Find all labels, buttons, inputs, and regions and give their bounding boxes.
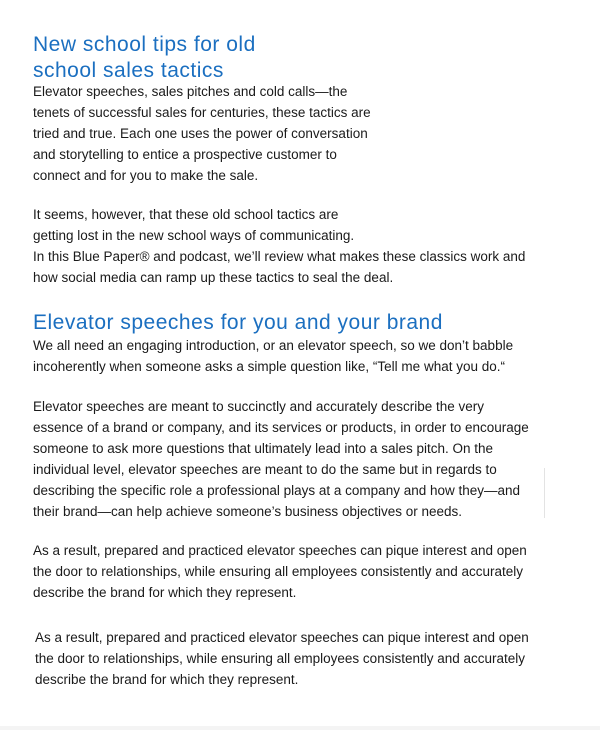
- paragraph-line: how social media can ramp up these tactics to seal the deal.: [33, 270, 394, 285]
- section-title-sales-tactics: [33, 32, 256, 84]
- paragraph-line: Elevator speeches, sales pitches and cold calls—the: [33, 84, 348, 99]
- paragraph-line: tried and true. Each one uses the power of conversation: [33, 126, 368, 141]
- paragraph-line: In this Blue Paper® and podcast, we’ll review what makes these classics work and: [33, 249, 526, 264]
- section-title-elevator-speeches: Elevator speeches for you and your brand: [33, 311, 443, 334]
- paragraph-line: essence of a brand or company, and its services or products, in order to encourage: [33, 420, 529, 435]
- paragraph-line: and storytelling to entice a prospective customer to: [33, 147, 337, 162]
- paragraph-line: Elevator speeches are meant to succinctly and accurately describe the very: [33, 399, 484, 414]
- paragraph-line: getting lost in the new school ways of communicating.: [33, 228, 355, 243]
- title-line-2: school sales tactics: [33, 59, 224, 82]
- page-bottom-edge: [0, 726, 600, 730]
- paragraph-line: connect and for you to make the sale.: [33, 168, 259, 183]
- paragraph-line: tenets of successful sales for centuries, these tactics are: [33, 105, 371, 120]
- paragraph-line: individual level, elevator speeches are meant to do the same but in regards to: [33, 462, 497, 477]
- paragraph-line: As a result, prepared and practiced elevator speeches can pique interest and open: [33, 543, 527, 558]
- paragraph-line: incoherently when someone asks a simple question like, “Tell me what you do.“: [33, 359, 505, 374]
- vertical-divider: [544, 468, 545, 518]
- paragraph-line: describe the brand for which they represent.: [33, 585, 297, 600]
- paragraph-line: We all need an engaging introduction, or an elevator speech, so we don’t babble: [33, 338, 514, 353]
- title-line-1: New school tips for old: [33, 33, 256, 56]
- paragraph-line: their brand—can help achieve someone’s business objectives or needs.: [33, 504, 463, 519]
- paragraph-line: the door to relationships, while ensuring all employees consistently and accurately: [35, 651, 526, 666]
- paragraph-line: It seems, however, that these old school tactics are: [33, 207, 339, 222]
- paragraph-line: the door to relationships, while ensuring all employees consistently and accurately: [33, 564, 524, 579]
- paragraph-line: As a result, prepared and practiced elevator speeches can pique interest and open: [35, 630, 529, 645]
- paragraph-line: someone to ask more questions that ultimately lead into a sales pitch. On the: [33, 441, 494, 456]
- paragraph-line: describing the specific role a professional plays at a company and how they—and: [33, 483, 521, 498]
- paragraph-line: describe the brand for which they represent.: [35, 672, 299, 687]
